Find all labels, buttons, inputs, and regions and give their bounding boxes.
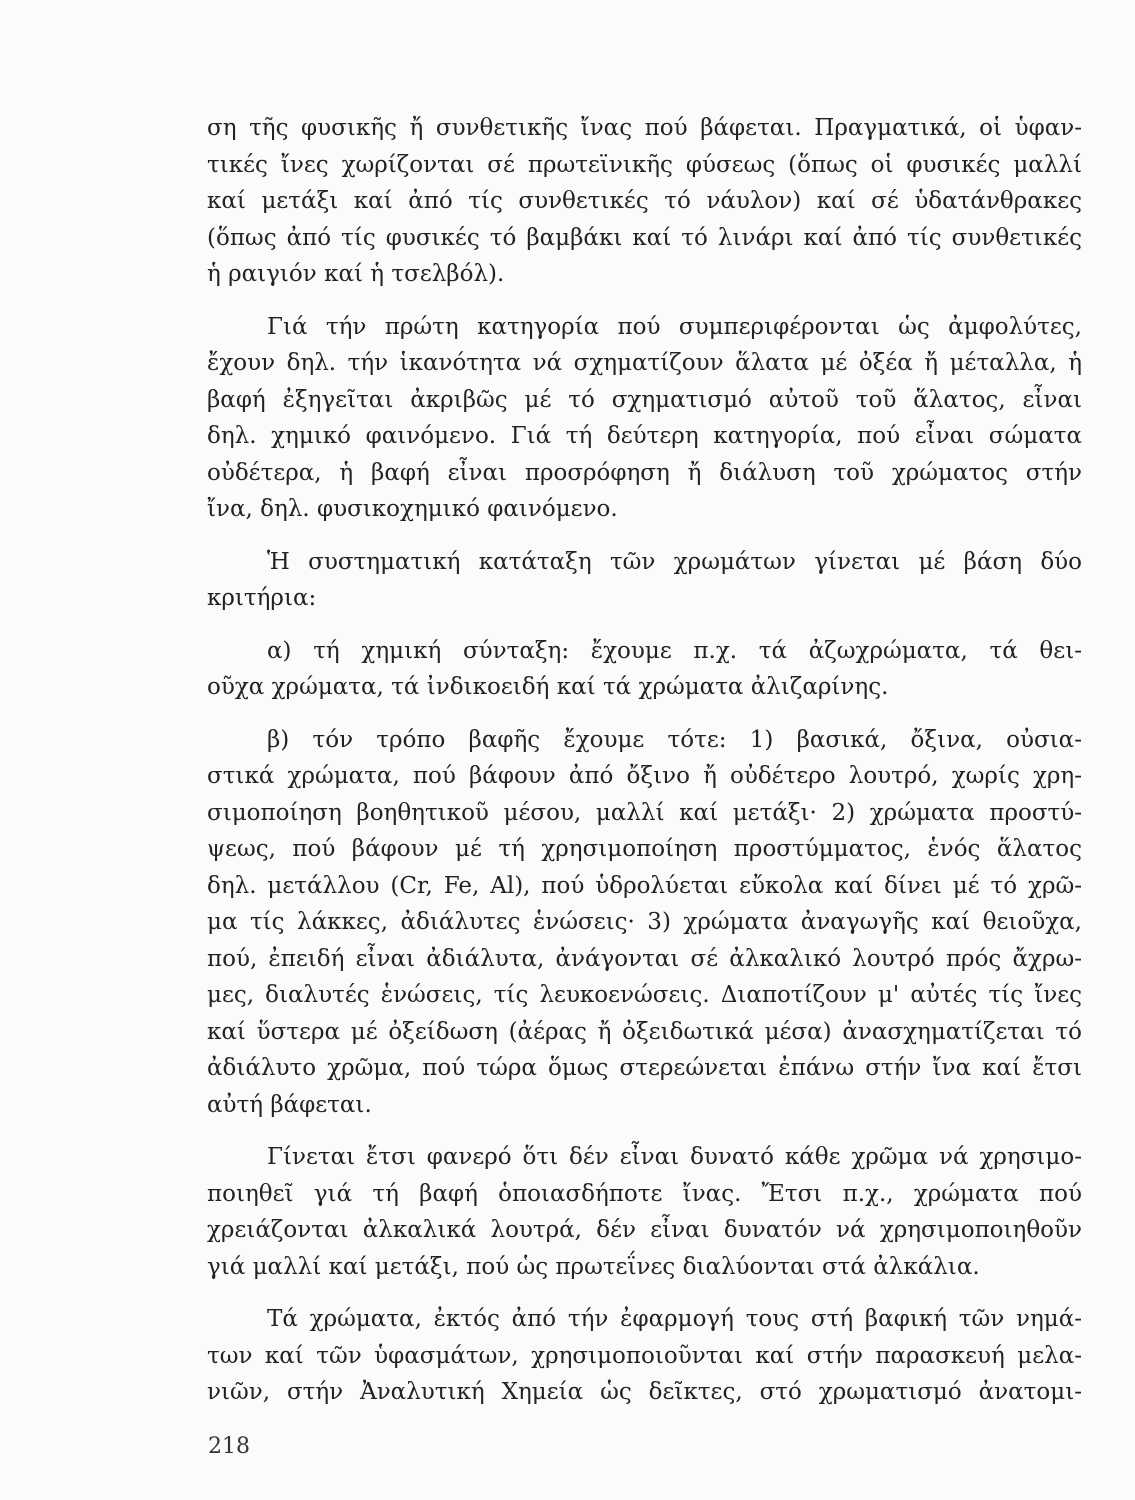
text-line: ση τῆς φυσικῆς ἤ συνθετικῆς ἴνας πού βάφεται. Πραγματικά, οἱ ὑφαν-	[207, 115, 1082, 141]
text-line: δηλ. χημικό φαινόμενο. Γιά τή δεύτερη κατηγορία, πού εἶναι σώματα	[207, 423, 1082, 449]
text-line: δηλ. μετάλλου (Cr, Fe, Al), πού ὑδρολύεται εὔκολα καί δίνει μέ τό χρῶ-	[207, 872, 1082, 899]
paragraph-gap	[207, 1123, 1082, 1139]
paragraph-gap	[207, 706, 1082, 722]
text-line: βαφή ἐξηγεῖται ἀκριβῶς μέ τό σχηματισμό αὐτοῦ τοῦ ἅλατος, εἶναι	[207, 386, 1082, 413]
text-line: νιῶν, στήν Ἀναλυτική Χημεία ὡς δεῖκτες, στό χρωματισμό ἀνατομι-	[207, 1379, 1082, 1405]
body-text	[207, 110, 1082, 1411]
text-line: χρειάζονται ἀλκαλικά λουτρά, δέν εἶναι δυνατόν νά χρησιμοποιηθοῦν	[207, 1217, 1082, 1243]
text-line: α) τή χημική σύνταξη: ἔχουμε π.χ. τά ἀζωχρώματα, τά θει-	[267, 637, 1082, 664]
text-line: Ἡ συστηματική κατάταξη τῶν χρωμάτων γίνεται μέ βάση δύο	[267, 548, 1082, 575]
paragraph-gap	[207, 293, 1082, 309]
text-line: των καί τῶν ὑφασμάτων, χρησιμοποιοῦνται καί στήν παρασκευή μελα-	[207, 1342, 1082, 1369]
text-line: ποιηθεῖ γιά τή βαφή ὁποιασδήποτε ἴνας. Ἔτσι π.χ., χρώματα πού	[207, 1180, 1082, 1207]
text-line: ἀδιάλυτο χρῶμα, πού τώρα ὅμως στερεώνεται ἐπάνω στήν ἴνα καί ἔτσι	[207, 1055, 1082, 1081]
text-line: μες, διαλυτές ἑνώσεις, τίς λευκοενώσεις. Διαποτίζουν μ' αὐτές τίς ἴνες	[207, 982, 1082, 1008]
text-line: οῦχα χρώματα, τά ἰνδικοειδή καί τά χρώματα ἀλιζαρίνης.	[207, 674, 889, 700]
text-line: Τά χρώματα, ἐκτός ἀπό τήν ἐφαρμογή τους στή βαφική τῶν νημά-	[267, 1306, 1082, 1332]
page-number: 218	[208, 1434, 250, 1459]
text-line: Γιά τήν πρώτη κατηγορία πού συμπεριφέρονται ὡς ἀμφολύτες,	[267, 313, 1082, 340]
text-line: γιά μαλλί καί μετάξι, πού ὡς πρωτεΐνες διαλύονται στά ἀλκάλια.	[207, 1253, 980, 1280]
text-line: ἔχουν δηλ. τήν ἱκανότητα νά σχηματίζουν ἅλατα μέ ὀξέα ἤ μέταλλα, ἡ	[207, 350, 1082, 376]
text-line: πού, ἐπειδή εἶναι ἀδιάλυτα, ἀνάγονται σέ ἀλκαλικό λουτρό πρός ἄχρω-	[207, 945, 1082, 972]
paragraph-gap	[207, 617, 1082, 633]
text-line: ἴνα, δηλ. φυσικοχημικό φαινόμενο.	[207, 496, 618, 522]
text-line: Γίνεται ἔτσι φανερό ὅτι δέν εἶναι δυνατό κάθε χρῶμα νά χρησιμο-	[267, 1144, 1082, 1170]
text-line: καί ὕστερα μέ ὀξείδωση (ἀέρας ἤ ὀξειδωτικά μέσα) ἀνασχηματίζεται τό	[207, 1018, 1082, 1045]
text-line: στικά χρώματα, πού βάφουν ἀπό ὄξινο ἤ οὐδέτερο λουτρό, χωρίς χρη-	[207, 763, 1082, 789]
text-line: ἡ ραιγιόν καί ἡ τσελβόλ).	[207, 261, 505, 287]
text-line: κριτήρια:	[207, 585, 317, 611]
text-line: β) τόν τρόπο βαφῆς ἔχουμε τότε: 1) βασικά, ὄξινα, οὐσια-	[267, 726, 1082, 753]
text-line: τικές ἴνες χωρίζονται σέ πρωτεϊνικῆς φύσεως (ὅπως οἱ φυσικές μαλλί	[207, 151, 1082, 178]
text-line: ψεως, πού βάφουν μέ τή χρησιμοποίηση προστύμματος, ἑνός ἅλατος	[207, 836, 1082, 862]
text-line: οὐδέτερα, ἡ βαφή εἶναι προσρόφηση ἤ διάλυση τοῦ χρώματος στήν	[207, 459, 1082, 486]
text-line: αὐτή βάφεται.	[207, 1091, 372, 1118]
paragraph-gap	[207, 528, 1082, 544]
text-line: (ὅπως ἀπό τίς φυσικές τό βαμβάκι καί τό λινάρι καί ἀπό τίς συνθετικές	[207, 224, 1082, 251]
paragraph-gap	[207, 1285, 1082, 1301]
text-line: σιμοποίηση βοηθητικοῦ μέσου, μαλλί καί μετάξι· 2) χρώματα προστύ-	[207, 799, 1082, 826]
text-line: καί μετάξι καί ἀπό τίς συνθετικές τό νάυλον) καί σέ ὑδατάνθρακες	[207, 188, 1082, 214]
text-line: μα τίς λάκκες, ἀδιάλυτες ἑνώσεις· 3) χρώματα ἀναγωγῆς καί θειοῦχα,	[207, 909, 1082, 935]
